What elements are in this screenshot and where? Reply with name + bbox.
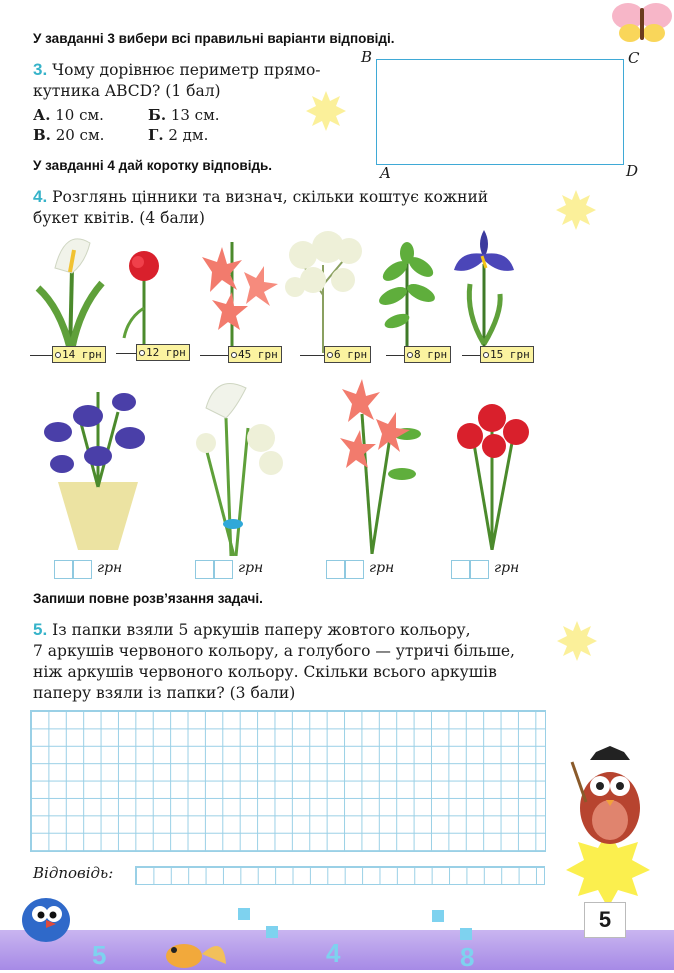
currency-label: грн [97,560,123,576]
instruction-task3: У завданні 3 вибери всі правильні варіанти відповіді. [33,31,395,46]
question-text-line4: паперу взяли із папки? (3 бали) [33,684,296,702]
option-letter: Б. [148,106,167,124]
iris-bouquet-icon [38,372,158,550]
rectangle-abcd [376,59,624,165]
footer-number: 5 [92,940,107,970]
answer-box-bouquet2[interactable] [195,560,233,578]
footer-number: 8 [460,942,475,972]
question-3 [33,59,353,102]
option-value: 13 см. [170,106,220,124]
iris-icon [446,224,520,354]
option-value: 20 см. [55,126,105,144]
instruction-task4: У завданні 4 дай коротку відповідь. [33,158,273,173]
answer-input-row[interactable] [135,866,545,885]
sun-icon [556,190,596,230]
question-text-line3: ніж аркушів червоного кольору. Скільки всього аркушів [33,663,497,681]
question-text-line2: 7 аркушів червоного кольору, а голубого — утричі більше, [33,642,515,660]
option-c[interactable] [33,126,104,144]
price-tag: 6 грн [324,346,371,363]
carnation-bouquet-icon [452,402,534,550]
option-d[interactable] [148,126,208,144]
vertex-a-label: A [380,164,391,182]
owl-teacher-icon [560,738,656,908]
answer-box-bouquet3[interactable] [326,560,364,578]
vertex-b-label: B [361,48,373,66]
page-number: 5 [584,902,626,938]
lily-leaf-bouquet-icon [322,374,422,554]
price-tag: 14 грн [52,346,106,363]
gypsophila-icon [283,225,367,353]
option-value: 2 дм. [168,126,209,144]
question-text-line1: Розглянь цінники та визнач, скільки коштує кожний [52,188,489,206]
calla-lily-icon [30,228,110,354]
solution-grid[interactable] [30,710,546,852]
sun-icon [557,621,597,661]
question-4 [33,186,553,229]
question-number: 4. [33,187,48,206]
question-number: 3. [33,60,48,79]
option-value: 10 см. [55,106,104,124]
option-letter: А. [33,106,51,124]
currency-label: грн [494,560,520,576]
bird-icon [16,886,76,946]
option-b[interactable] [148,106,220,124]
carnation-icon [118,248,170,352]
question-text-line2: букет квітів. (4 бали) [33,209,205,227]
currency-label: грн [238,560,264,576]
vertex-d-label: D [626,162,639,180]
question-text-line1: Із папки взяли 5 аркушів паперу жовтого кольору, [52,621,471,639]
vertex-c-label: C [628,49,640,67]
leaf-branch-icon [375,241,439,353]
question-number: 5. [33,620,48,639]
lily-icon [182,232,282,352]
currency-label: грн [369,560,395,576]
answer-label: Відповідь: [33,864,114,882]
squirrel-icon [162,934,232,970]
option-letter: В. [33,126,51,144]
butterfly-icon [610,0,674,44]
option-a[interactable] [33,106,104,124]
price-tag: 45 грн [228,346,282,363]
price-tag: 12 грн [136,344,190,361]
question-5 [33,619,553,704]
price-tag: 8 грн [404,346,451,363]
answer-box-bouquet1[interactable] [54,560,92,578]
option-letter: Г. [148,126,164,144]
question-text-line1: Чому дорівнює периметр прямо- [52,61,321,79]
price-tag: 15 грн [480,346,534,363]
sun-icon [306,91,346,131]
answer-box-bouquet4[interactable] [451,560,489,578]
instruction-task5: Запиши повне розв’язання задачі. [33,591,263,606]
footer-number: 4 [326,938,341,968]
question-text-line2: кутника ABCD? (1 бал) [33,82,221,100]
calla-gypsophila-bouquet-icon [186,378,286,556]
